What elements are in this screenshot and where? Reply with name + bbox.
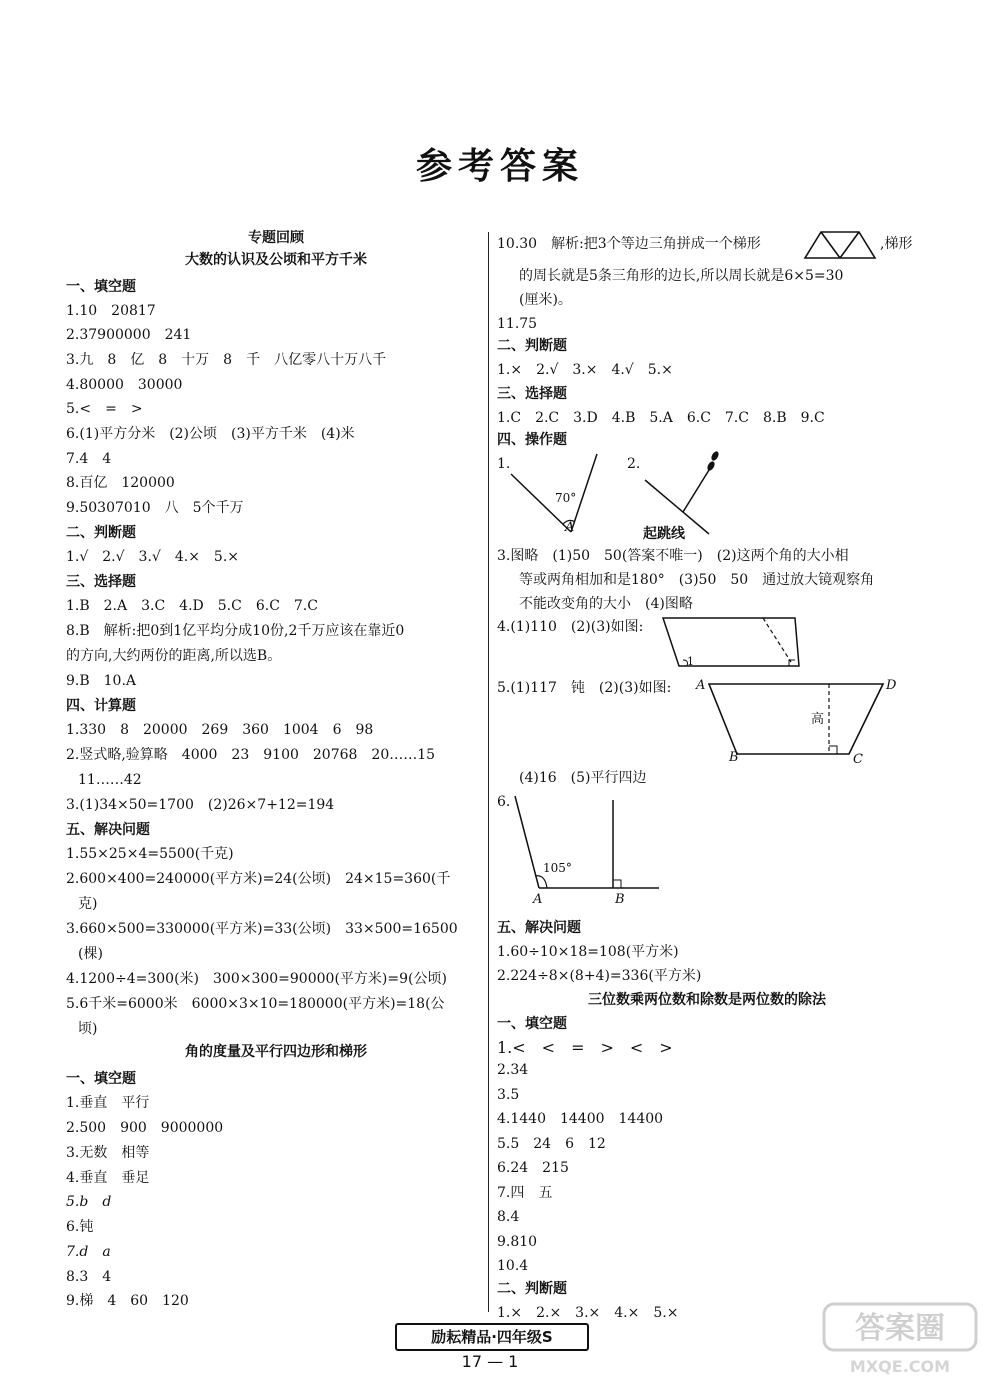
answer-line: (棵) — [78, 946, 103, 962]
point-label-b: B — [615, 892, 625, 907]
answer-line: 5.5 24 6 12 — [497, 1136, 606, 1152]
answer-line: 顷) — [78, 1021, 98, 1037]
point-label-a: A — [533, 892, 543, 907]
section-heading: 四、操作题 — [497, 432, 567, 448]
answer-line: 7.d a — [66, 1244, 111, 1260]
trapezoid-figure — [707, 682, 887, 758]
angle-label: 105° — [543, 861, 572, 875]
section-heading: 一、填空题 — [497, 1016, 567, 1032]
answer-line: 2. — [627, 456, 641, 472]
answer-line: 1.× 2.√ 3.× 4.√ 5.× — [497, 362, 673, 378]
answer-line: 4.80000 30000 — [66, 377, 183, 393]
answer-line: 1.B 2.A 3.C 4.D 5.C 6.C 7.C — [66, 598, 318, 614]
angle-mark-label: 1 — [687, 655, 694, 668]
answer-line: 6. — [497, 794, 511, 810]
section-heading: 一、填空题 — [66, 279, 136, 295]
answer-line: 2.37900000 241 — [66, 327, 192, 343]
answer-line: 9.810 — [497, 1234, 538, 1250]
point-label-d: D — [886, 678, 897, 693]
answer-line: 等或两角相加和是180° (3)50 50 通过放大镜观察角 — [519, 572, 875, 588]
section-heading: 五、解决问题 — [497, 920, 581, 936]
answer-line: 4.(1)110 (2)(3)如图: — [497, 619, 644, 635]
answer-line: 6.24 215 — [497, 1160, 569, 1176]
section-heading: 四、计算题 — [66, 698, 136, 714]
answer-line: 5.6千米=6000米 6000×3×10=180000(平方米)=18(公 — [66, 996, 445, 1012]
answer-line: 10.4 — [497, 1258, 529, 1274]
answer-line: 8.B 解析:把0到1亿平均分成10份,2千万应该在靠近0 — [66, 623, 405, 639]
answer-line: (厘米)。 — [519, 292, 572, 308]
unit-title: 大数的认识及公顷和平方千米 — [185, 252, 367, 268]
answer-line: 3.无数 相等 — [66, 1145, 150, 1161]
answer-line: 3.5 — [497, 1087, 520, 1103]
answer-line: 1.√ 2.√ 3.√ 4.× 5.× — [66, 549, 240, 565]
watermark-logo — [820, 1300, 980, 1380]
point-label-b: B — [729, 750, 739, 765]
angle-105-figure — [513, 794, 663, 890]
svg-text:MXQE.COM: MXQE.COM — [849, 1357, 951, 1376]
answer-line: 8.4 — [497, 1209, 520, 1225]
answer-line: 2.224÷8×(8+4)=336(平方米) — [497, 968, 702, 984]
parallelogram-figure — [661, 616, 801, 668]
answer-line: 的周长就是5条三角形的边长,所以周长就是6×5=30 — [519, 268, 844, 284]
page-title: 参考答案 — [415, 146, 584, 187]
answer-line: ,梯形 — [880, 236, 913, 252]
section-title: 专题回顾 — [248, 230, 304, 246]
answer-line: 5.< = > — [66, 401, 143, 417]
answer-line: 的方向,大约两份的距离,所以选B。 — [66, 648, 282, 664]
height-label: 高 — [811, 712, 825, 727]
answer-line: 2.500 900 9000000 — [66, 1120, 224, 1136]
answer-line: 2.34 — [497, 1062, 529, 1078]
answer-line: 1.C 2.C 3.D 4.B 5.A 6.C 7.C 8.B 9.C — [497, 410, 825, 426]
answer-line: 6.(1)平方分米 (2)公顷 (3)平方千米 (4)米 — [66, 426, 355, 442]
answer-line: 1.10 20817 — [66, 303, 156, 319]
answer-line: 11.75 — [497, 316, 538, 332]
answer-line: 11……42 — [78, 772, 142, 788]
svg-text:答案圈: 答案圈 — [855, 1311, 945, 1346]
footer-brand: 励耘精品·四年级S — [395, 1323, 589, 1351]
section-heading: 三、选择题 — [66, 574, 136, 590]
answer-line: 1.× 2.× 3.× 4.× 5.× — [497, 1305, 679, 1321]
answer-line: 7.四 五 — [497, 1185, 553, 1201]
point-label-a: A — [696, 678, 706, 693]
section-heading: 二、判断题 — [497, 338, 567, 354]
answer-line: 1.垂直 平行 — [66, 1095, 150, 1111]
section-heading: 二、判断题 — [497, 1281, 567, 1297]
answer-line: 9.50307010 八 5个千万 — [66, 500, 244, 516]
answer-line: 3.九 8 亿 8 十万 8 千 八亿零八十万八千 — [66, 352, 387, 368]
answer-line: 9.B 10.A — [66, 673, 137, 689]
trapezoid-triangles-figure — [803, 230, 877, 260]
answer-line: 5.b d — [66, 1194, 112, 1210]
answer-line: 1.55×25×4=5500(千克) — [66, 846, 234, 862]
point-label-c: C — [853, 752, 863, 767]
section-heading: 二、判断题 — [66, 525, 136, 541]
angle-label: 70° — [555, 491, 577, 505]
answer-line: 4.1440 14400 14400 — [497, 1111, 664, 1127]
answer-line: 4.垂直 垂足 — [66, 1170, 150, 1186]
answer-line: 3.图略 (1)50 50(答案不唯一) (2)这两个角的大小相 — [497, 548, 849, 564]
answer-line: 8.3 4 — [66, 1269, 112, 1285]
answer-line: 7.4 4 — [66, 451, 112, 467]
answer-line: 6.钝 — [66, 1219, 94, 1235]
answer-line: 2.600×400=240000(平方米)=24(公顷) 24×15=360(千 — [66, 871, 451, 887]
page-number: 17 — 1 — [461, 1352, 519, 1371]
answer-line: 1.< < = > < > — [497, 1038, 673, 1057]
answer-line: 3.660×500=330000(平方米)=33(公顷) 33×500=16500 — [66, 921, 458, 937]
answer-line: 不能改变角的大小 (4)图略 — [519, 596, 693, 612]
answer-line: 3.(1)34×50=1700 (2)26×7+12=194 — [66, 797, 335, 813]
answer-line: 4.1200÷4=300(米) 300×300=90000(平方米)=9(公顷) — [66, 971, 447, 987]
answer-line: 1.60÷10×18=108(平方米) — [497, 944, 679, 960]
vertex-label: A — [565, 520, 575, 535]
section-heading: 五、解决问题 — [66, 822, 150, 838]
answer-line: 2.竖式略,验算略 4000 23 9100 20768 20……15 — [66, 747, 436, 763]
column-divider — [488, 232, 489, 1312]
answer-line: 8.百亿 120000 — [66, 475, 175, 491]
answer-line: 5.(1)117 钝 (2)(3)如图: — [497, 680, 672, 696]
answer-line: 9.梯 4 60 120 — [66, 1293, 189, 1309]
answer-line: 10.30 解析:把3个等边三角拼成一个梯形 — [497, 236, 761, 252]
answer-line: 1. — [497, 456, 511, 472]
answer-line: 1.330 8 20000 269 360 1004 6 98 — [66, 722, 374, 738]
section-heading: 一、填空题 — [66, 1071, 136, 1087]
section-heading: 三、选择题 — [497, 386, 567, 402]
answer-line: (4)16 (5)平行四边 — [519, 770, 647, 786]
unit-title: 角的度量及平行四边形和梯形 — [185, 1044, 367, 1060]
unit-title: 三位数乘两位数和除数是两位数的除法 — [588, 992, 826, 1008]
figure-caption: 起跳线 — [643, 526, 685, 542]
answer-line: 克) — [78, 896, 98, 912]
